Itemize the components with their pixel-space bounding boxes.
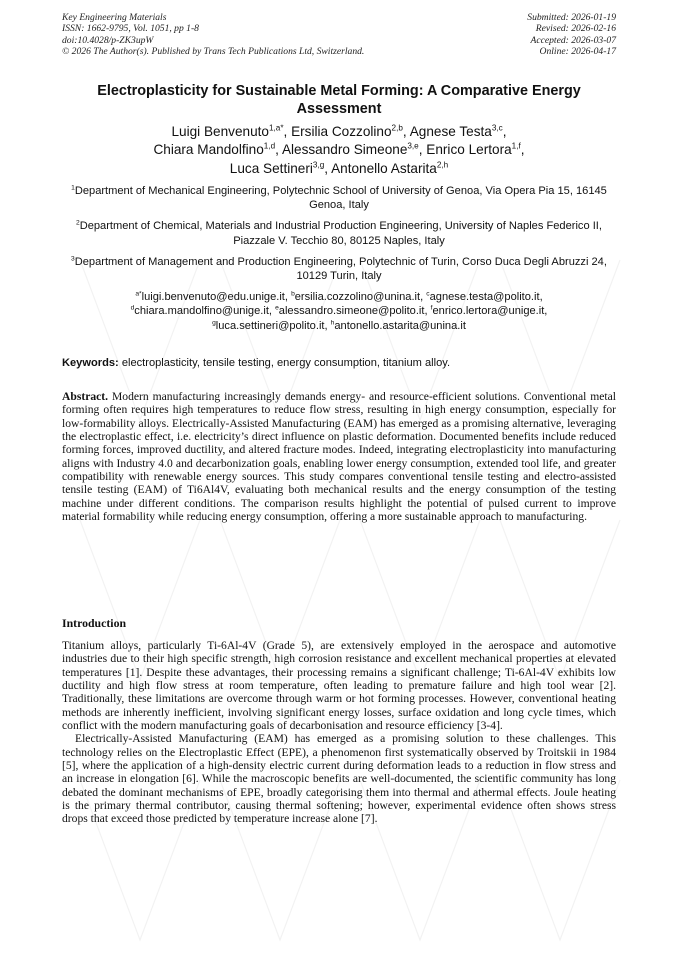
keywords-label: Keywords: xyxy=(62,357,119,369)
journal-header xyxy=(62,12,616,57)
author: Antonello Astarita xyxy=(331,160,437,176)
publication-dates xyxy=(527,12,616,57)
abstract xyxy=(62,390,616,523)
author: Ersilia Cozzolino xyxy=(291,124,392,139)
abstract-text: Modern manufacturing increasingly demands energy- and resource-efficient solutions. Conventional metal forming often requires high temperatures to reduce flow stress, resulting in high energy consumption, especially for low-formability alloys. Electrically-Assisted Manufacturing (EAM) has emerged as a promising alternative, leveraging the electroplastic effect, i.e. electricity’s direct influence on plastic deformation. Documented benefits include reduced forming forces, improved ductility, and altered fracture modes. Indeed, integrating electroplasticity into manufacturing aligns with Industry 4.0 and decarbonization goals, enabling lower energy consumption, extended tool life, and greater compatibility with renewable energy sources. This study compares conventional tensile testing and electro-assisted tensile testing (EAM) of Ti6Al4V, evaluating both mechanical results and the energy consumption of the testing machine under different conditions. The comparison results highlight the potential of pulsed current to improve material formability while reducing energy consumption, offering a more sustainable approach to manufacturing. xyxy=(62,390,616,524)
author: Chiara Mandolfino xyxy=(153,142,264,158)
introduction-body xyxy=(62,639,616,826)
email-link[interactable]: ersilia.cozzolino@unina.it xyxy=(294,291,421,304)
keywords-text: electroplasticity, tensile testing, energy consumption, titanium alloy. xyxy=(121,357,451,369)
paragraph: Titanium alloys, particularly Ti-6Al-4V (Grade 5), are extensively employed in the aerospace and automotive industries due to their high specific strength, high corrosion resistance and excellent mechanical properties at elevated temperatures [1]. Despite these advantages, their processing remains a significant challenge; Ti-6Al-4V exhibits low ductility and high flow stress at room temperature, often leading to premature failure and high tool wear [2]. Traditionally, these limitations are overcome through warm or hot forming processes. However, conventional heating methods are inherently inefficient, involving significant energy losses, surface oxidation and long cycle times, which conflict with the modern manufacturing goals of decarbonisation and resource efficiency [3-4]. xyxy=(62,639,616,733)
author: Enrico Lertora xyxy=(426,142,512,158)
email-link[interactable]: chiara.mandolfino@unige.it xyxy=(134,305,269,318)
journal-name: Key Engineering Materials xyxy=(62,12,167,23)
author: Luigi Benvenuto xyxy=(171,124,269,139)
email-link[interactable]: enrico.lertora@unige.it xyxy=(432,305,545,318)
email-link[interactable]: agnese.testa@polito.it xyxy=(429,291,540,304)
keywords xyxy=(62,357,616,369)
journal-doi: doi:10.4028/p-ZK3upW xyxy=(62,34,154,46)
paper-title: Electroplasticity for Sustainable Metal Forming: A Comparative Energy Assessment xyxy=(97,83,581,117)
affiliation-2: $^2$Department of Chemical, Materials and Industrial Production Engineering, University of Naples Federico II, Piazzale V. Tecchio 80, 80125 Naples, Italy xyxy=(76,219,602,247)
author: Agnese Testa xyxy=(409,124,492,139)
email-link[interactable]: luigi.benvenuto@edu.unige.it xyxy=(141,291,285,304)
author-emails: $^{a*}$luigi.benvenuto@edu.unige.it, $^b$ersilia.cozzolino@unina.it, $^c$agnese.testa@polito.it, $^d$chiara.mandolfino@unige.it, $^e$alessandro.simeone@polito.it, $^f$enrico.lertora@unige.it, $^g$luca.settineri@polito.it, $^h$antonello.astarita@unina.it xyxy=(130,290,548,332)
abstract-label: Abstract. xyxy=(62,390,109,403)
affiliation-3: $^3$Department of Management and Production Engineering, Polytechnic of Turin, Corso Duca Degli Abruzzi 24, 10129 Turin, Italy xyxy=(71,255,607,283)
email-link[interactable]: luca.settineri@polito.it xyxy=(215,319,325,332)
date-online: Online: 2026-04-17 xyxy=(539,45,616,57)
date-accepted: Accepted: 2026-03-07 xyxy=(530,34,616,46)
date-revised: Revised: 2026-02-16 xyxy=(535,23,616,35)
journal-issn: ISSN: 1662-9795, Vol. 1051, pp 1-8 xyxy=(62,23,199,35)
journal-info xyxy=(62,12,364,57)
journal-copyright: © 2026 The Author(s). Published by Trans Tech Publications Ltd, Switzerland. xyxy=(62,45,365,57)
author: Luca Settineri xyxy=(229,160,313,176)
section-heading-introduction: Introduction xyxy=(62,616,127,630)
author: Alessandro Simeone xyxy=(281,142,408,158)
email-link[interactable]: alessandro.simeone@polito.it xyxy=(278,305,425,318)
affiliation-1: $^1$Department of Mechanical Engineering, Polytechnic School of University of Genoa, Via Opera Pia 15, 16145 Genoa, Italy xyxy=(71,184,607,212)
paragraph: Electrically-Assisted Manufacturing (EAM) has emerged as a promising solution to these challenges. This technology relies on the Electroplastic Effect (EPE), a phenomenon first systematically observed by Troitskii in 1984 [5], where the application of a high-density electric current during deformation leads to a reduction in flow stress and an increase in elongation [6]. While the macroscopic benefits are well-documented, the scientific community has long debated the dominant mechanisms of EPE, broadly categorising them into thermal and athermal effects. Joule heating is the primary thermal contributor, causing thermal softening; however, experimental evidence often shows stress drops that exceed those predicted by temperature increase alone [7]. xyxy=(62,732,616,826)
affiliations xyxy=(62,184,616,333)
date-submitted: Submitted: 2026-01-19 xyxy=(527,12,616,23)
email-link[interactable]: antonello.astarita@unina.it xyxy=(334,319,466,332)
author-list: Luigi Benvenuto$^{1,a*}$, Ersilia Cozzolino$^{2,b}$, Agnese Testa$^{3,c}$, Chiara Mandolfino$^{1,d}$, Alessandro Simeone$^{3,e}$, Enrico Lertora$^{1,f}$, Luca Settineri$^{3,g}$, Antonello Astarita$^{2,h}$ xyxy=(153,123,525,176)
